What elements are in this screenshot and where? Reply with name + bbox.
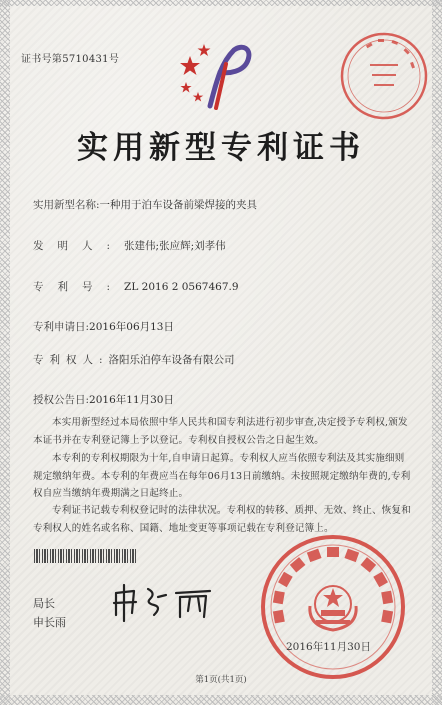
field-value: ZL 2016 2 0567467.9 (124, 281, 239, 293)
patent-office-logo-icon (176, 34, 258, 112)
field-value: 张建伟;张应辉;刘孝伟 (124, 240, 226, 252)
field-label: 专利号: (33, 281, 125, 293)
decorative-border-right (432, 0, 442, 705)
field-utility-model-name (33, 197, 257, 212)
field-grant-date (33, 392, 174, 407)
field-label: 专利权人: (33, 354, 109, 366)
field-value: 2016年11月30日 (89, 394, 174, 406)
decorative-border-top (0, 0, 442, 6)
certificate-number: 证书号第5710431号 (21, 54, 120, 65)
field-label: 授权公告日: (33, 394, 90, 406)
director-name: 申长雨 (33, 616, 66, 629)
top-seal-stamp-icon (336, 28, 432, 124)
field-value: 洛阳乐泊停车设备有限公司 (108, 354, 235, 366)
field-inventors (33, 238, 226, 253)
field-patent-number (33, 279, 239, 294)
field-patentee (33, 352, 235, 367)
director-signature-icon (110, 583, 220, 623)
issue-date: 2016年11月30日 (286, 641, 371, 653)
field-label: 实用新型名称: (33, 199, 100, 211)
decorative-border-bottom (0, 695, 442, 705)
decorative-border-left (0, 0, 10, 705)
barcode-icon (34, 549, 137, 563)
page-number-footer: 第1页(共1页) (195, 675, 247, 685)
field-value: 2016年06月13日 (89, 321, 174, 333)
certificate-title: 实用新型专利证书 (77, 130, 365, 166)
field-application-date (33, 319, 174, 334)
body-paragraph: 专利证书记载专利权登记时的法律状况。专利权的转移、质押、无效、终止、恢复和专利权人的姓名或名称、国籍、地址变更等事项记载在专利登记簿上。 (33, 505, 411, 534)
field-label: 专利申请日: (33, 321, 90, 333)
field-label: 发明人: (33, 240, 125, 252)
official-seal-stamp-icon (258, 532, 408, 682)
director-title: 局长 (33, 597, 55, 610)
body-paragraph: 本专利的专利权期限为十年,自申请日起算。专利权人应当依照专利法及其实施细则规定缴纳年费。本专利的年费应当在每年06月13日前缴纳。未按照规定缴纳年费的,专利权自应当缴纳年费期满之日起终止。 (33, 453, 411, 499)
body-paragraph: 本实用新型经过本局依照中华人民共和国专利法进行初步审查,决定授予专利权,颁发本证书并在专利登记簿上予以登记。专利权自授权公告之日起生效。 (33, 417, 408, 446)
field-value: 一种用于泊车设备前梁焊接的夹具 (99, 199, 258, 211)
